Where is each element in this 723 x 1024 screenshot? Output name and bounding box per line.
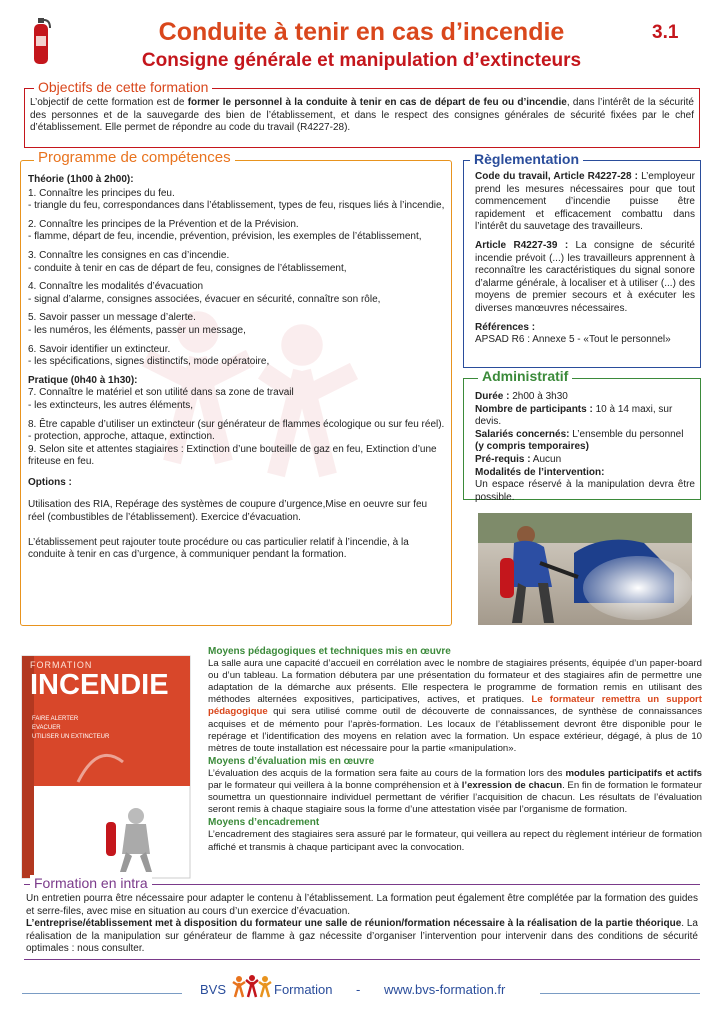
reg-p2-label: Article R4227-39 : <box>475 239 569 251</box>
modalites-label: Modalités de l’intervention: <box>475 466 605 478</box>
footer-line-right <box>540 993 700 994</box>
moyens-p1c: qui sera utilisé comme outil de découverte de connaissances, de synthèse de connaissances acquises et de mémento pour l’après-formation. Les locaux de l’établissement devront être disponible pour le repérage et l’identification des moyens en relation avec la formation. Un espace extérieur, dégagé, à plus de 10 mètres de toute installation est nécessaire pour la partie «manipulation». <box>208 706 702 754</box>
page-subtitle: Consigne générale et manipulation d’extincteurs <box>141 50 582 71</box>
cover-line-3: UTILISER UN EXTINCTEUR <box>32 734 110 740</box>
reg-p1-text: L’employeur prend les mesures nécessaires pour que tout commencement d’incendie puisse être rapidement et efficacement combattu dans l’intérêt du sauvetage des travailleurs. <box>475 171 695 233</box>
theorie-heading: Théorie (1h00 à 2h00): <box>28 174 134 185</box>
page-number: 3.1 <box>652 22 679 43</box>
duree-label: Durée : <box>475 391 510 402</box>
prog-item: - les numéros, les éléments, passer un message, <box>28 324 246 336</box>
reg-p2-text: La consigne de sécurité incendie prévoit (...) les travailleurs apprennent à reconnaître les caractéristiques du signal sonore d’alarme générale, à localiser et à utiliser (...) des moyens de premier secours et à exécuter les diverses manœuvres nécessaires. <box>475 239 695 314</box>
reg-ref-label: Références : <box>475 321 536 333</box>
intra-p1: Un entretien pourra être nécessaire pour adapter le contenu à l’établissement. La formation peut également être complétée par la formation des guides et serre-files, avec mise en situation au cours d’un exercice d’évacuation. <box>26 893 698 917</box>
moyens-p2d: l’exression de chacun <box>461 780 563 792</box>
prog-item: - les spécifications, signes distinctifs, mode opératoire, <box>28 356 270 368</box>
duree-value: 2h00 à 3h30 <box>509 391 568 402</box>
moyens-p3: L’encadrement des stagiaires sera assuré par le formateur, qui veillera au repect du règlement intérieur de formation affiché et transmis à chaque participant avec la convocation. <box>208 829 702 853</box>
prog-item: - triangle du feu, correspondances dans l’établissement, types de feu, risques liés à l’incendie, <box>28 200 445 212</box>
footer-brand-bvs: BVS <box>200 982 227 997</box>
moyens-p2c: par le formateur qui veillera à la bonne compréhension et à <box>208 780 462 792</box>
prerequis-value: Aucun <box>530 453 562 465</box>
objectifs-text-c: , dans l’intérêt de la sécurité des personnes et de la sauvegarde des bien de l’établissement, et dans le respect des consignes générales de sécurité fixées par le chef d’établissement. Elle permet de répondre au code du travail (R4227-28). <box>30 97 694 134</box>
moyens-p2b: modules participatifs et actifs <box>565 767 702 779</box>
prog-item: - conduite à tenir en cas de départ de feu, consignes de l’établissement, <box>28 262 347 274</box>
footer-line-left <box>22 993 182 994</box>
footer-url[interactable]: www.bvs-formation.fr <box>384 982 506 997</box>
extinguisher-training-photo <box>478 513 692 625</box>
moyens-title-3: Moyens d’encadrement <box>208 817 320 829</box>
page-title: Conduite à tenir en cas d’incendie <box>158 18 565 46</box>
moyens-p1b: Le formateur remettra un support pédagogique <box>208 694 702 718</box>
moyens-p1a: La salle aura une capacité d’accueil en corrélation avec le nombre de stagiaires présents, équipée d’un paper-board ou d’un tableau. La formation débutera par une présentation du formateur et des stagiaires afin de permettre une adaptation de la démarche aux présents. Elle respectera le programme de formation remis en utilisant des méthodes alternées expositives, participatives, actives, et pratiques. <box>208 658 702 706</box>
intra-p2a: L’entreprise/établissement met à disposition du formateur une salle de réunion/formation nécessaire à la réalisation de la partie théorique <box>26 918 682 930</box>
salaries-value: L’ensemble du personnel <box>569 428 684 440</box>
prog-item: - protection, approche, attaque, extinction. <box>28 431 215 443</box>
prog-item: 4. Connaître les modalités d’évacuation <box>28 281 204 293</box>
reg-p1-label: Code du travail, Article R4227-28 : <box>475 171 638 182</box>
prog-item: 7. Connaître le matériel et son utilité dans sa zone de travail <box>28 387 294 399</box>
footer-separator: - <box>356 982 361 997</box>
programme-title: Programme de compétences <box>34 149 235 166</box>
salaries-label: Salariés concernés: <box>475 428 570 440</box>
prerequis-label: Pré-requis : <box>475 453 531 465</box>
prog-item: 2. Connaître les principes de la Prévention et de la Prévision. <box>28 218 299 230</box>
salaries-bold: (y compris temporaires) <box>475 441 589 453</box>
prog-item: - signal d’alarme, consignes associées, évacuer en sécurité, connaître son rôle, <box>28 293 381 305</box>
cover-line-2: EVACUER <box>32 725 61 731</box>
prog-item: 1. Connaître les principes du feu. <box>28 187 175 199</box>
programme-note: L’établissement peut rajouter toute procédure ou cas particulier relatif à l’incendie, à la conduite à tenir en cas d’urgence, à communiquer pendant la formation. <box>28 536 409 561</box>
cover-incendie-label: INCENDIE <box>30 669 169 701</box>
options-heading: Options : <box>28 476 72 488</box>
cover-formation-label: FORMATION <box>30 660 93 670</box>
participants-label: Nombre de participants : <box>475 403 593 415</box>
reglementation-content <box>475 171 695 347</box>
reg-ref-text: APSAD R6 : Annexe 5 - «Tout le personnel» <box>475 334 671 346</box>
prog-item: 3. Connaître les consignes en cas d’incendie. <box>28 249 230 261</box>
reglementation-title: Règlementation <box>470 151 583 167</box>
options-text: Utilisation des RIA, Repérage des systèmes de coupure d’urgence,Mise en oeuvre sur feu réel (combustibles de l’établissement). Exercice d’évacuation. <box>28 499 428 524</box>
intra-title: Formation en intra <box>30 875 152 891</box>
objectifs-text <box>30 97 694 135</box>
footer-brand-formation: Formation <box>274 982 333 997</box>
moyens-p2e: . En fin de formation le formateur soumettra un questionnaire individuel permettant de vérifier l’acquisition de chacun. Les résultats de l’évaluation seront remis à chaque stagiaire sous la forme d’une attestation visée par l’organisme de formation. <box>208 780 702 816</box>
prog-item: 5. Savoir passer un message d’alerte. <box>28 312 196 324</box>
prog-item: 6. Savoir identifier un extincteur. <box>28 343 171 355</box>
objectifs-text-b: former le personnel à la conduite à tenir en cas de départ de feu ou d’incendie <box>187 97 567 108</box>
pratique-heading: Pratique (0h40 à 1h30): <box>28 374 138 386</box>
people-logo-icon <box>232 974 272 1000</box>
administratif-content <box>475 391 695 504</box>
participants-value: 10 à 14 maxi, sur devis. <box>475 403 673 428</box>
moyens-content <box>208 646 702 854</box>
intra-p2b: . La réalisation de la manipulation sur générateur de flamme à gaz nécessite d’organiser l’intervention pour intervenir dans des conditions de sécurité optimales : nous consulter. <box>26 918 698 955</box>
cover-line-1: FAIRE ALERTER <box>32 716 79 722</box>
prog-item: - flamme, départ de feu, incendie, prévention, prévision, les exemples de l’établissement, <box>28 231 422 243</box>
administratif-title: Administratif <box>478 368 572 384</box>
objectifs-title: Objectifs de cette formation <box>34 79 212 95</box>
moyens-title-2: Moyens d’évaluation mis en œuvre <box>208 755 375 767</box>
moyens-title-1: Moyens pédagogiques et techniques mis en œuvre <box>208 646 451 657</box>
intra-content <box>26 893 698 956</box>
prog-item: 9. Selon site et attentes stagiaires : Extinction d’une bouteille de gaz en feu, Extinction d’une friteuse en feu. <box>28 443 437 468</box>
modalites-value: Un espace réservé à la manipulation devra être possible. <box>475 479 695 503</box>
prog-item: - les extincteurs, les autres éléments, <box>28 399 194 411</box>
prog-item: 8. Être capable d’utiliser un extincteur (sur générateur de flammes écologique ou sur feu réel). <box>28 418 445 430</box>
programme-content <box>28 174 446 562</box>
moyens-p2a: L’évaluation des acquis de la formation sera faite au cours de la formation lors des <box>208 767 566 779</box>
objectifs-text-a: L’objectif de cette formation est de <box>30 97 188 108</box>
